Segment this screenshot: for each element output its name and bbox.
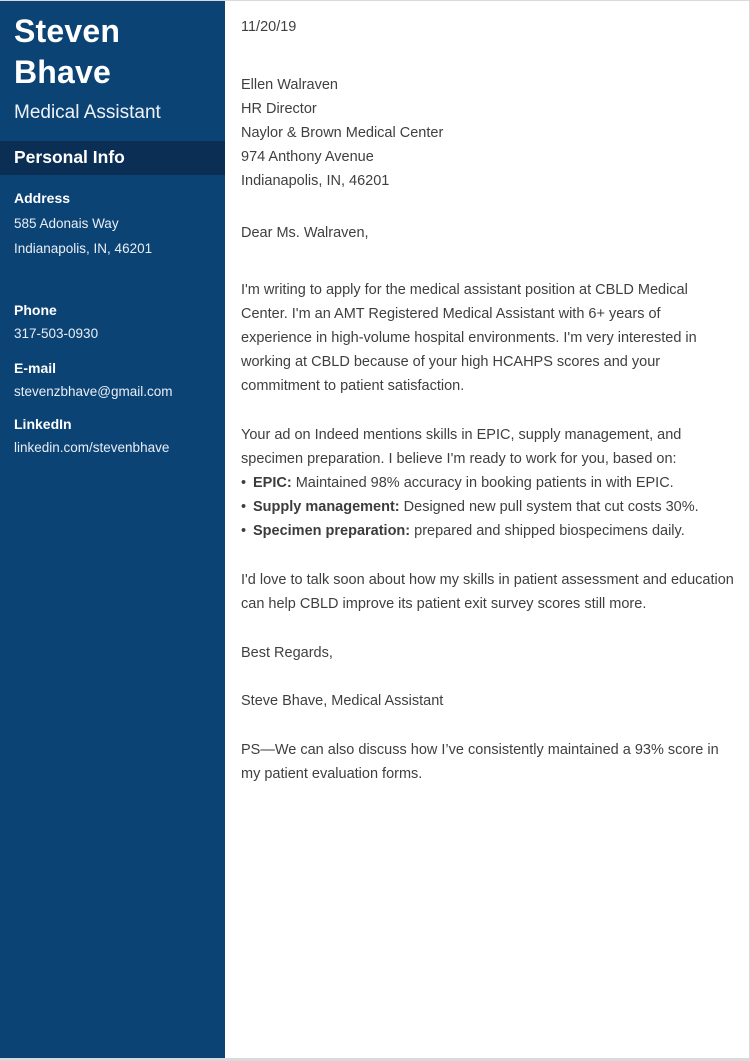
skills-bullet-list [241, 471, 734, 543]
recipient-title: HR Director [241, 101, 317, 117]
letter-body [225, 1, 749, 1058]
closing: Best Regards, [241, 645, 333, 661]
paragraph-call-to-action: I'd love to talk soon about how my skills in patient assessment and education can help CBLD improve its patient exit survey scores still more. [241, 572, 734, 612]
field-linkedin-label: LinkedIn [14, 416, 72, 432]
bullet-icon: • [241, 475, 247, 491]
field-linkedin-value: linkedin.com/stevenbhave [14, 440, 170, 455]
field-email-value: stevenzbhave@gmail.com [14, 384, 173, 399]
recipient-company: Naylor & Brown Medical Center [241, 125, 444, 141]
field-address [14, 190, 211, 261]
bullet-icon: • [241, 499, 247, 515]
field-linkedin [14, 416, 211, 460]
salutation: Dear Ms. Walraven, [241, 225, 369, 241]
candidate-job-title: Medical Assistant [14, 102, 161, 123]
signature: Steve Bhave, Medical Assistant [241, 693, 444, 709]
bullet-lead: Supply management: [253, 499, 400, 515]
recipient-city: Indianapolis, IN, 46201 [241, 173, 390, 189]
recipient-street: 974 Anthony Avenue [241, 149, 374, 165]
bullet-text: Designed new pull system that cut costs 30%. [403, 499, 699, 515]
field-address-value: Indianapolis, IN, 46201 [14, 241, 153, 256]
bullet-text: prepared and shipped biospecimens daily. [414, 523, 685, 539]
personal-info-fields [0, 190, 225, 460]
field-email-label: E-mail [14, 360, 57, 376]
field-phone [14, 302, 211, 346]
field-address-value: 585 Adonais Way [14, 216, 119, 231]
candidate-name [0, 1, 225, 93]
bullet-item [241, 471, 734, 495]
bullet-item [241, 495, 734, 519]
letter-date: 11/20/19 [241, 19, 297, 35]
field-address-label: Address [14, 190, 71, 206]
bullet-item [241, 519, 734, 543]
field-phone-label: Phone [14, 302, 57, 318]
bullet-lead: Specimen preparation: [253, 523, 411, 539]
bullet-icon: • [241, 523, 247, 539]
candidate-name-line: Steven [14, 13, 121, 49]
sidebar [0, 1, 225, 1058]
personal-info-section-header: Personal Info [0, 141, 225, 175]
paragraph-intro: I'm writing to apply for the medical assistant position at CBLD Medical Center. I'm an AMT Registered Medical Assistant with 6+ years of experience in high-volume hospital environments. I'm very interested in working at CBLD because of your high HCAHPS scores and your commitment to patient satisfaction. [241, 282, 697, 394]
paragraph-skills-intro: Your ad on Indeed mentions skills in EPIC, supply management, and specimen preparation. I believe I'm ready to work for you, based on: [241, 427, 682, 467]
field-phone-value: 317-503-0930 [14, 326, 99, 341]
bullet-lead: EPIC: [253, 475, 292, 491]
bullet-text: Maintained 98% accuracy in booking patients in with EPIC. [295, 475, 674, 491]
recipient-name: Ellen Walraven [241, 77, 338, 93]
candidate-name-line: Bhave [14, 54, 112, 90]
postscript: PS—We can also discuss how I’ve consistently maintained a 93% score in my patient evaluation forms. [241, 742, 719, 782]
recipient-block [241, 73, 734, 193]
field-email [14, 360, 211, 404]
